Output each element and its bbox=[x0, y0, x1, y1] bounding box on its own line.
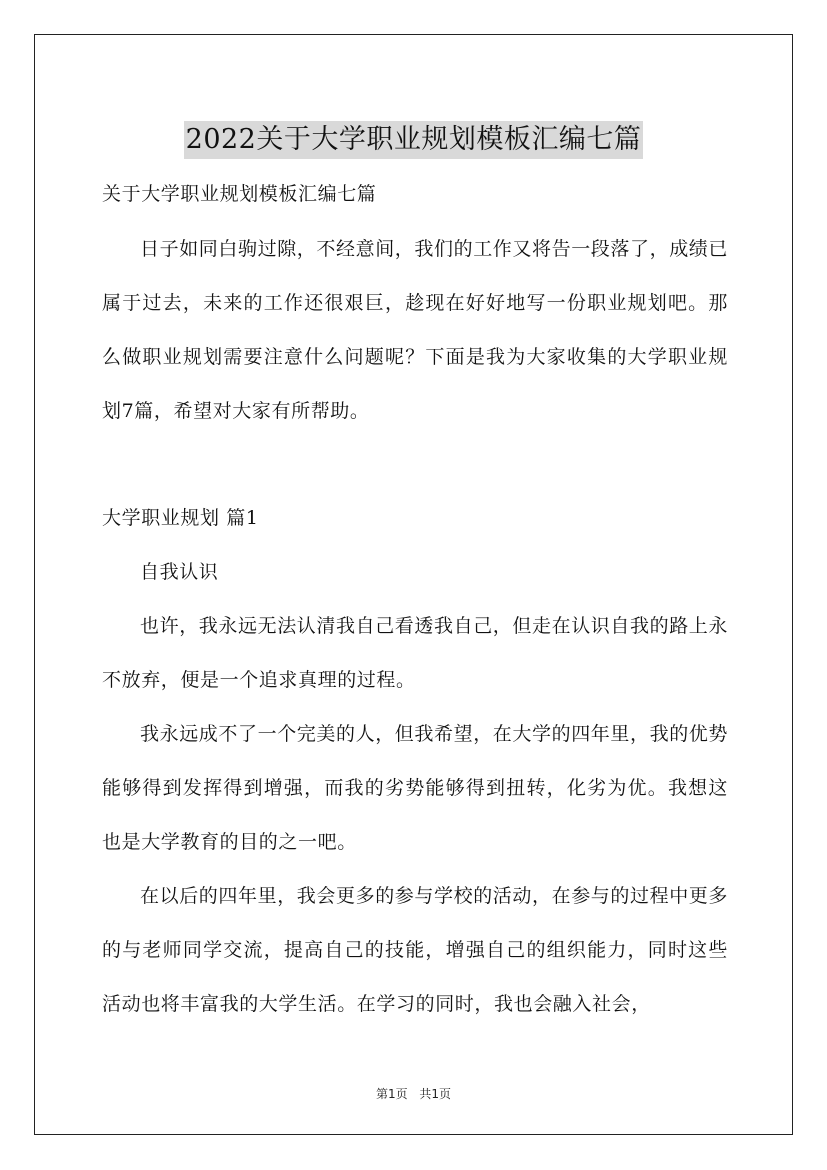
section-paragraph: 在以后的四年里，我会更多的参与学校的活动，在参与的过程中更多的与老师同学交流，提高自己的技能，增强自己的组织能力，同时这些活动也将丰富我的大学生活。在学习的同时，我也会融入社会， bbox=[102, 885, 729, 1015]
document-title: 2022关于大学职业规划模板汇编七篇 bbox=[184, 121, 644, 159]
intro-paragraph: 日子如同白驹过隙，不经意间，我们的工作又将告一段落了，成绩已属于过去，未来的工作还很艰巨，趁现在好好地写一份职业规划吧。那么做职业规划需要注意什么问题呢？下面是我为大家收集的大学职业规划7篇，希望对大家有所帮助。 bbox=[102, 238, 729, 422]
intro-block bbox=[102, 222, 728, 438]
section-body bbox=[102, 545, 728, 1031]
title-wrap bbox=[0, 103, 827, 177]
document-subtitle: 关于大学职业规划模板汇编七篇 bbox=[102, 183, 377, 205]
page-total: 共1页 bbox=[419, 1087, 452, 1101]
section-paragraph: 也许，我永远无法认清我自己看透我自己，但走在认识自我的路上永不放弃，便是一个追求真理的过程。 bbox=[102, 615, 729, 691]
page-number: 第1页 bbox=[375, 1087, 408, 1101]
section-heading: 大学职业规划 篇1 bbox=[102, 507, 259, 529]
page-footer bbox=[0, 1085, 827, 1102]
section-paragraph: 自我认识 bbox=[140, 561, 219, 583]
section-paragraph: 我永远成不了一个完美的人，但我希望，在大学的四年里，我的优势能够得到发挥得到增强，而我的劣势能够得到扭转，化劣为优。我想这也是大学教育的目的之一吧。 bbox=[102, 723, 729, 853]
